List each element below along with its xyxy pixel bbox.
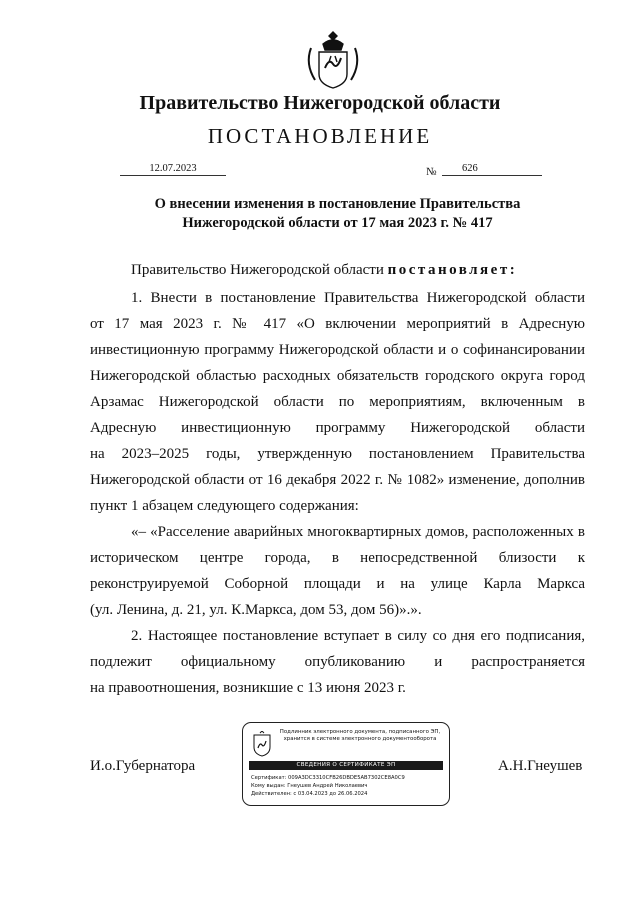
paragraph-line: Нижегородской области от 16 декабря 2022 г. № 1082» изменение, дополнив [90, 472, 585, 488]
document-title [90, 195, 585, 233]
paragraph-line: Адресную инвестиционную программу Нижегородской области [90, 420, 585, 436]
title-line: Нижегородской области от 17 мая 2023 г. № 417 [182, 215, 493, 231]
paragraph-line: пункт 1 абзацем следующего содержания: [90, 498, 359, 514]
paragraph-line: подлежит официальному опубликованию и распространяется [90, 654, 585, 670]
title-line: О внесении изменения в постановление Правительства [154, 196, 521, 212]
quote-line: «– «Расселение аварийных многоквартирных домов, расположенных в [131, 524, 585, 540]
organization-name: Правительство Нижегородской области [139, 92, 501, 114]
paragraph-line: на правоотношения, возникшие с 13 июня 2023 г. [90, 680, 406, 696]
paragraph-line: Нижегородской областью расходных обязательств городского округа город [90, 368, 585, 384]
number-label: № [426, 166, 437, 178]
document-date: 12.07.2023 [120, 163, 226, 176]
paragraph-line: 2. Настоящее постановление вступает в силу со дня его подписания, [131, 628, 585, 644]
quote-line: реконструируемой Соборной площади и на улице Карла Маркса [90, 576, 585, 592]
signer-position: И.о.Губернатора [90, 758, 196, 774]
document-number: 626 [442, 163, 542, 176]
coat-of-arms-icon [301, 28, 365, 92]
quote-line: (ул. Ленина, д. 21, ул. К.Маркса, дом 53, дом 56)».». [90, 602, 422, 618]
stamp-banner: СВЕДЕНИЯ О СЕРТИФИКАТЕ ЭП [249, 761, 443, 770]
paragraph-line: инвестиционную программу Нижегородской области и о софинансировании [90, 342, 585, 358]
stamp-validity: Действителен: с 03.04.2023 до 26.06.2024 [251, 791, 368, 797]
stamp-owner: Кому выдан: Гнеушев Андрей Николаевич [251, 783, 368, 789]
stamp-text: хранится в системе электронного документооборота [283, 736, 437, 742]
preamble-verb: постановляет: [387, 262, 518, 278]
document-type: ПОСТАНОВЛЕНИЕ [207, 124, 433, 148]
paragraph-line: на 2023–2025 годы, утвержденную постановлением Правительства [90, 446, 585, 462]
quote-line: историческом центре города, в непосредственной близости к [90, 550, 585, 566]
paragraph-line: от 17 мая 2023 г. № 417 «О включении мероприятий в Адресную [90, 316, 585, 332]
e-signature-stamp [242, 722, 450, 806]
deer-emblem-icon [251, 731, 273, 757]
paragraph-line: Арзамас Нижегородской области по мероприятиям, включенным в [90, 394, 585, 410]
stamp-certificate: Сертификат: 009A3DC3310CFB26DBDE5AB7302CE8A0C9 [251, 775, 405, 781]
paragraph-line: 1. Внести в постановление Правительства Нижегородской области [131, 290, 585, 306]
signer-name: А.Н.Гнеушев [498, 758, 583, 774]
stamp-text: Подлинник электронного документа, подписанного ЭП, [279, 729, 441, 735]
preamble [131, 262, 585, 279]
preamble-text: Правительство Нижегородской области [131, 262, 388, 278]
